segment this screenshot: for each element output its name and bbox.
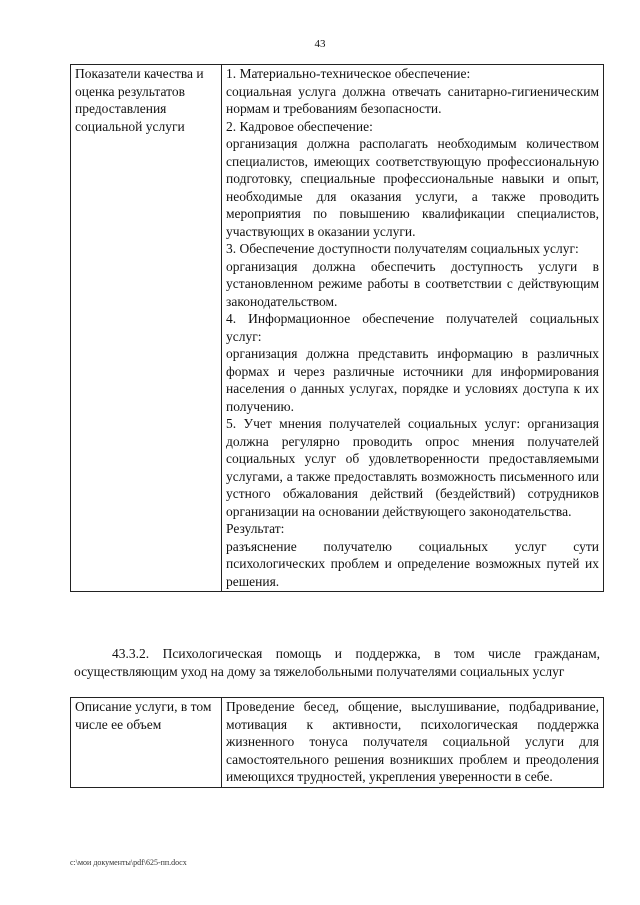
- table-row: [71, 65, 604, 592]
- row-content: [222, 65, 604, 592]
- content-paragraph: организация должна представить информацию в различных формах и через различные источники для информирования населения о данных услугах, порядке и условиях доступа к их получению.: [226, 346, 599, 414]
- content-paragraph: Результат:: [226, 521, 285, 536]
- content-paragraph: 2. Кадровое обеспечение:: [226, 118, 373, 134]
- table-row: [71, 698, 604, 788]
- footer-file-path: c:\мои документы\pdf\625-пп.docx: [70, 858, 187, 867]
- row-content: [222, 698, 604, 788]
- content-paragraph: 1. Материально-техническое обеспечение:: [226, 66, 471, 81]
- content-paragraph: организация должна располагать необходимым количеством специалистов, имеющих соответствующую профессиональную подготовку, специальные профессиональные навыки и опыт, необходимые для оказания услуги, а также проводить мероприятия по повышению квалификации специалистов, участвующих в оказании услуги.: [226, 136, 599, 239]
- content-paragraph: 3. Обеспечение доступности получателям социальных услуг:: [226, 241, 579, 256]
- content-paragraph: 5. Учет мнения получателей социальных услуг: организация должна регулярно проводить опрос мнения получателей социальных услуг об удовлетворенности предоставляемыми услугами, а также предоставлять возможность письменного или устного обжалования действий (бездействий) сотрудников организации на основании действующего законодательства.: [226, 416, 599, 519]
- quality-indicators-table: [70, 64, 604, 592]
- content-paragraph: организация должна обеспечить доступность услуги в установленном режиме работы в соответствии с действующим законодательством.: [226, 258, 599, 309]
- content-paragraph: 4. Информационное обеспечение получателей социальных услуг:: [226, 311, 599, 344]
- section-heading: [74, 645, 600, 680]
- content-paragraph: Проведение бесед, общение, выслушивание, подбадривание, мотивация к активности, психологическая поддержка жизненного тонуса получателя социальной услуги для самостоятельного решения возникших проблем и преодоления имеющихся трудностей, укрепления уверенности в себе.: [226, 699, 599, 784]
- content-paragraph: социальная услуга должна отвечать санитарно-гигиеническим нормам и требованиям безопасности.: [226, 83, 599, 116]
- content-paragraph: разъяснение получателю социальных услуг сути психологических проблем и определение возможных путей их решения.: [226, 538, 599, 589]
- service-description-table: [70, 697, 604, 788]
- section-heading-text: 43.3.2. Психологическая помощь и поддержка, в том числе гражданам, осуществляющим уход на дому за тяжелобольными получателями социальных услуг: [74, 646, 600, 679]
- row-label: Описание услуги, в том числе ее объем: [71, 698, 222, 788]
- row-label: Показатели качества и оценка результатов предоставления социальной услуги: [71, 65, 222, 592]
- page-number: 43: [314, 38, 326, 50]
